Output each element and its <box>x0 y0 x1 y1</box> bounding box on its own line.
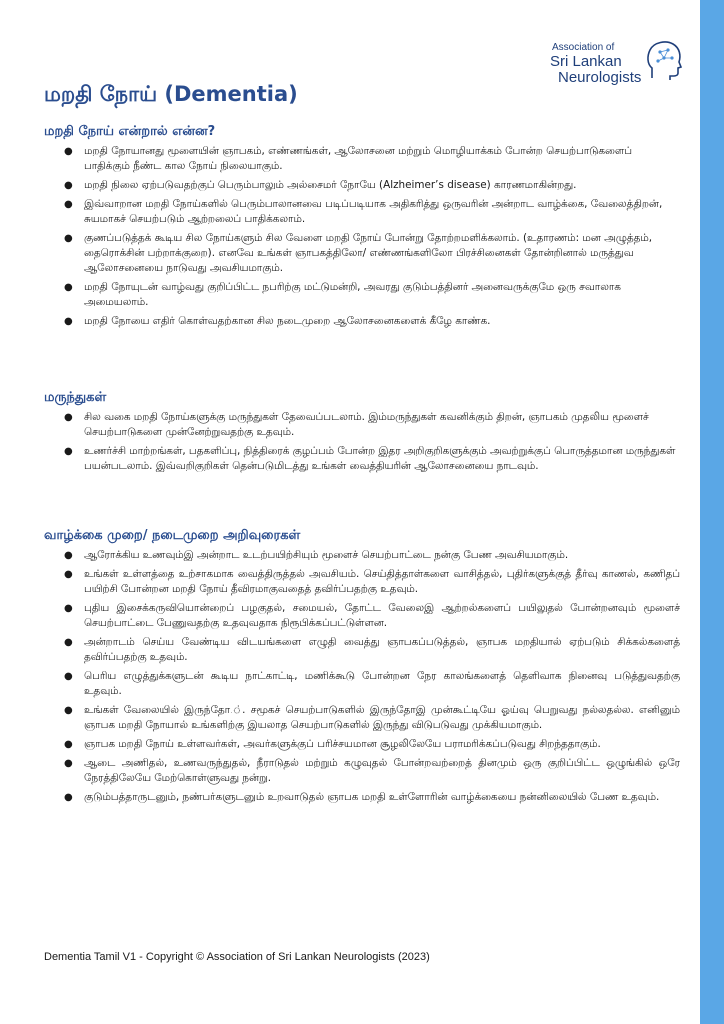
logo-line-1: Association of <box>552 42 615 53</box>
list-item: ● ஆரோக்கிய உணவும்இ அன்றாட உடற்பயிற்சியும் மூளைச் செயற்பாட்டை நன்கு பேண அவசியமாகும். <box>64 549 569 561</box>
bullet-icon: ● <box>64 199 73 210</box>
list-item: ● ஞாபக மறதி நோய் உள்ளவர்கள், அவர்களுக்குப் பரிச்சயமான சூழலிலேயே பராமரிக்கப்படுவது சிறந்ததாகும். <box>64 738 601 750</box>
list-item: ● புதிய இசைக்கருவியொன்றைப் பழகுதல், சமையல், தோட்ட வேலைஇ ஆற்றல்களைப் பயிலுதல் போன்றனவும் மூளைச் செயற்பாட்டை பேணுவதற்கு உதவுவதாக நிரூபிக்கப்பட்டுள்ளன. <box>64 602 680 629</box>
bullet-icon: ● <box>64 758 73 769</box>
bullet-icon: ● <box>64 446 73 457</box>
bullet-icon: ● <box>64 412 73 423</box>
list-item: ● பெரிய எழுத்துக்களுடன் கூடிய நாட்காட்டி, மணிக்கூடு போன்றன நேர காலங்களைத் தெளிவாக நினைவு படுத்துவதற்கு உதவும். <box>64 670 680 697</box>
page-title: மறதி நோய் (Dementia) <box>44 82 298 106</box>
side-accent-strip <box>700 0 724 1024</box>
list-item: ● மறதி நோயை எதிர் கொள்வதற்கான சில நடைமுறை ஆலோசனைகளைக் கீழே காண்க. <box>64 315 491 327</box>
section-heading: வாழ்க்கை முறை/ நடைமுறை அறிவுரைகள் <box>44 528 301 543</box>
footer-copyright: Dementia Tamil V1 - Copyright © Association of Sri Lankan Neurologists (2023) <box>44 951 430 963</box>
list-item: ● குடும்பத்தாருடனும், நண்பர்களுடனும் உறவாடுதல் ஞாபக மறதி உள்ளோரின் வாழ்க்கையை நன்னிலையில் பேண உதவும். <box>64 791 660 803</box>
bullet-list <box>44 144 680 329</box>
list-item: ● குணப்படுத்தக் கூடிய சில நோய்களும் சில வேளை மறதி நோய் போன்று தோற்றமளிக்கலாம். (உதாரணம்: மன அழுத்தம், தைரொக்சின் பற்றாக்குறை). எனவே உங்கள் ஞாபகத்திலோ/ எண்ணங்களிலோ பிரச்சினைகள் தோன்றினால் மருத்துவ ஆலோசனையை நாடுவது அவசியமாகும். <box>64 232 653 274</box>
list-item: ● உணர்ச்சி மாற்றங்கள், பதகளிப்பு, நித்திரைக் குழப்பம் போன்ற இதர அறிகுறிகளுக்கும் அவற்றுக்குப் பொருத்தமான மருந்துகள் பயன்படலாம். இவ்வறிகுறிகள் தென்படுமிடத்து உங்கள் வைத்தியரின் ஆலோசனையை நாடவும். <box>64 445 676 472</box>
head-neurons-icon <box>644 38 684 82</box>
list-item: ● இவ்வாறான மறதி நோய்களில் பெரும்பாலானவை படிப்படியாக அதிகரித்து ஒருவரின் அன்றாட வாழ்க்கை, வேலைத்திறன், சுயமாகச் செயற்படும் ஆற்றலைப் பாதிக்கலாம். <box>64 198 663 225</box>
logo-line-2: Sri Lankan <box>550 53 622 70</box>
bullet-icon: ● <box>64 282 73 293</box>
section-heading: மறதி நோய் என்றால் என்ன? <box>44 124 216 139</box>
list-item: ● உங்கள் வேலையில் இருந்தோ.். சமூகச் செயற்பாடுகளில் இருந்தோஇ முன்கூட்டியே ஓய்வு பெறுவது நல்லதல்ல. எனினும் ஞாபக மறதி நோயால் உங்களிற்கு இயலாத செயற்பாடுகளில் இருந்து விடுபடுவது முக்கியமாகும். <box>64 704 680 731</box>
list-item: ● சில வகை மறதி நோய்களுக்கு மருந்துகள் தேவைப்படலாம். இம்மருந்துகள் கவனிக்கும் திறன், ஞாபகம் முதலிய மூளைச் செயற்பாடுகளை முன்னேற்றுவதற்கு உதவும். <box>64 411 649 438</box>
bullet-icon: ● <box>64 739 73 750</box>
bullet-icon: ● <box>64 146 73 157</box>
bullet-icon: ● <box>64 550 73 561</box>
logo-line-3: Neurologists <box>558 69 642 86</box>
bullet-icon: ● <box>64 316 73 327</box>
bullet-icon: ● <box>64 233 73 244</box>
bullet-icon: ● <box>64 671 73 682</box>
list-item: ● மறதி நோயானது மூளையின் ஞாபகம், எண்ணங்கள், ஆலோசனை மற்றும் மொழியாக்கம் போன்ற செயற்பாடுகளைப் பாதிக்கும் நீண்ட கால நோய் நிலையாகும். <box>64 145 632 172</box>
association-logo <box>548 38 688 90</box>
bullet-list <box>44 410 680 474</box>
list-item: ● மறதி நிலை ஏற்படுவதற்குப் பெரும்பாலும் அல்சைமர் நோயே (Alzheimer’s disease) காரணமாகின்றது. <box>64 179 577 191</box>
bullet-icon: ● <box>64 637 73 648</box>
bullet-icon: ● <box>64 792 73 803</box>
section-medications <box>44 390 680 478</box>
list-item: ● மறதி நோயுடன் வாழ்வது குறிப்பிட்ட நபரிற்கு மட்டுமன்றி, அவரது குடும்பத்தினர் அனைவருக்குமே ஒரு சவாலாக அமையலாம். <box>64 281 621 308</box>
bullet-icon: ● <box>64 705 73 716</box>
section-heading: மருந்துகள் <box>44 390 107 405</box>
section-lifestyle-advice <box>44 528 680 809</box>
bullet-list <box>44 548 680 805</box>
list-item: ● உங்கள் உள்ளத்தை உற்சாகமாக வைத்திருத்தல் அவசியம். செய்தித்தாள்களை வாசித்தல், புதிர்களுக்குத் தீர்வு காணல், கணிதப் பயிற்சி போன்றன மறதி நோய் தீவிரமாகுவதைத் தவிர்ப்பதற்கு உதவும். <box>64 568 680 595</box>
list-item: ● ஆடை அணிதல், உணவருந்துதல், நீராடுதல் மற்றும் கழுவுதல் போன்றவற்றைத் தினமும் ஒரு குறிப்பிட்ட ஒழுங்கில் ஒரே நேரத்திலேயே மேற்கொள்ளுவது நன்று. <box>64 757 680 784</box>
section-what-is-dementia <box>44 124 680 333</box>
bullet-icon: ● <box>64 603 73 614</box>
bullet-icon: ● <box>64 569 73 580</box>
list-item: ● அன்றாடம் செய்ய வேண்டிய விடயங்களை எழுதி வைத்து ஞாபகப்படுத்தல், ஞாபக மறதியால் ஏற்படும் சிக்கல்களைத் தவிர்ப்பதற்கு உதவும். <box>64 636 680 663</box>
bullet-icon: ● <box>64 180 73 191</box>
